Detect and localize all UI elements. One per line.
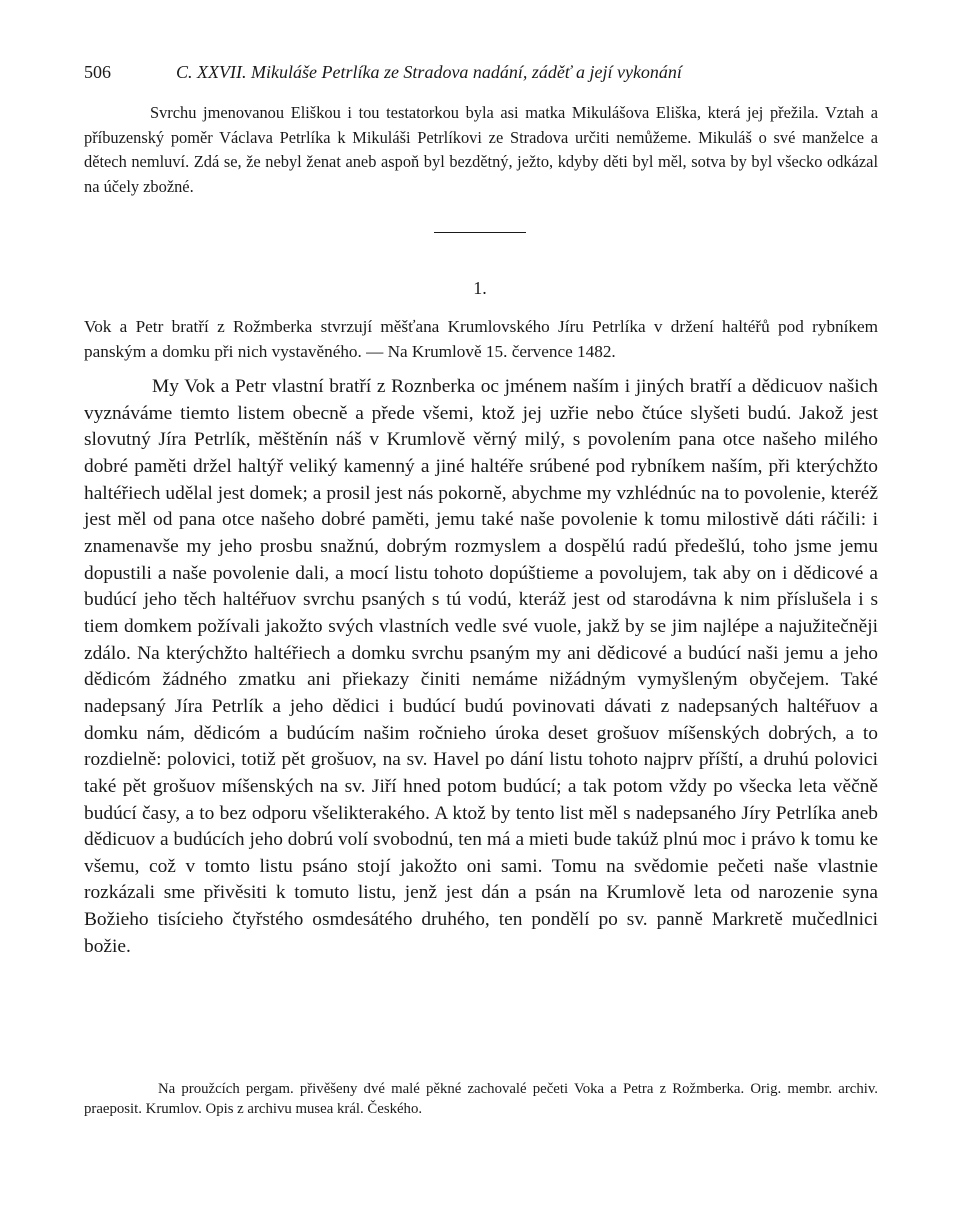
document-number: 1.: [473, 278, 487, 298]
charter-text: My Vok a Petr vlastní bratří z Roznberka oc jménem naším i jiných bratří a dědicuov našich vyznáváme tiemto listem obecně a přede všemi, ktož jej uzřie nebo čtúce slyšeti budú. Jakož jest slovutný Jíra Petrlík, měštěnín náš v Krumlově věrný milý, s povolením pana otce našeho milého dobré paměti držel haltýř veliký kamenný a jiné haltéře srúbené pod rybníkem naším, při kterýchžto haltéřiech udělal jest domek; a prosil jest nás pokorně, abychme my vzhlédnúc na to povolenie, kteréž jest měl od pana otce našeho dobré paměti, jemu také naše povolenie k tomu milostivě dáti ráčili: i znamenavše my jeho prosbu snažnú, dobrým rozmyslem a dospělú radú předešlú, toho jsme jemu dopustili a naše povolenie dali, a mocí listu tohoto dopúštieme a povolujem, tak aby on i dědicové a budúcí jeho těch haltéřuov svrchu psaných s tú vodú, kteráž jest od starodávna k nim příslušela i s tiem domkem požívali jakožto svých vlastních vedle své vuole, jakž by se jim najlépe a najužitečněji zdálo. Na kterýchžto haltéřiech a domku svrchu psaným my ani dědicové a budúcí naši jemu a jeho dědicóm žádného zmatku ani přiekazy činiti nemáme nižádným vymyšleným obyčejem. Také nadepsaný Jíra Petrlík a jeho dědici i budúcí budú povinovati dávati z nadepsaných haltéřuov a domku nám, dědicóm a budúcím našim ročnieho úroka deset grošuov míšenských dobrých, a to rozdielně: polovici, totiž pět grošuov, na sv. Havel po dání listu tohoto najprv příští, a druhú polovici také pět grošuov míšenských na sv. Jiří hned potom budúcí; a tak potom vždy po všecka leta věčně budúcí časy, a to bez odporu všelikterakého. A ktož by tento list měl s nadepsaného Jíry Petrlíka aneb dědicuov a budúcích jeho dobrú volí svobodnú, ten má a mieti bude takúž plnú moc i právo k tomu ke všemu, což v tomto listu psáno stojí jakožto oni sami. Tomu na svědomie pečeti naše vlastnie rozkázali sme přivěsiti k tomuto listu, jenž jest dán a psán na Krumlově leta od narozenie syna Božieho tisícieho čtyřstého osmdesátého druhého, ten pondělí po sv. panně Markretě mučedlnici božie.: [84, 376, 878, 957]
chapter-title: C. XXVII. Mikuláše Petrlíka ze Stradova nadání, záděť a její vykonání: [176, 62, 682, 82]
source-note: Na proužcích pergam. přivěšeny dvé malé pěkné zachovalé pečeti Voka a Petra z Rožmberka. Orig. membr. archiv. praeposit. Krumlov. Opis z archivu musea král. Českého.: [84, 1081, 878, 1117]
intro-paragraph: Svrchu jmenovanou Eliškou i tou testatorkou byla asi matka Mikulášova Eliška, která jej přežila. Vztah a příbuzenský poměr Václava Petrlíka k Mikuláši Petrlíkovi ze Stradova určiti nemůžeme. Mikuláš o své manželce a dětech nemluví. Zdá se, že nebyl ženat aneb aspoň byl bezdětný, ježto, kdyby děti byl měl, sotva by byl všecko odkázal na účely zbožné.: [84, 103, 878, 196]
page-number: 506: [84, 62, 111, 82]
running-header: [84, 62, 876, 84]
section-divider: [434, 232, 526, 233]
document-regest: Vok a Petr bratří z Rožmberka stvrzují měšťana Krumlovského Jíru Petrlíka v držení haltéřů pod rybníkem panským a domku při nich vystavěného. — Na Krumlově 15. července 1482.: [84, 317, 878, 361]
